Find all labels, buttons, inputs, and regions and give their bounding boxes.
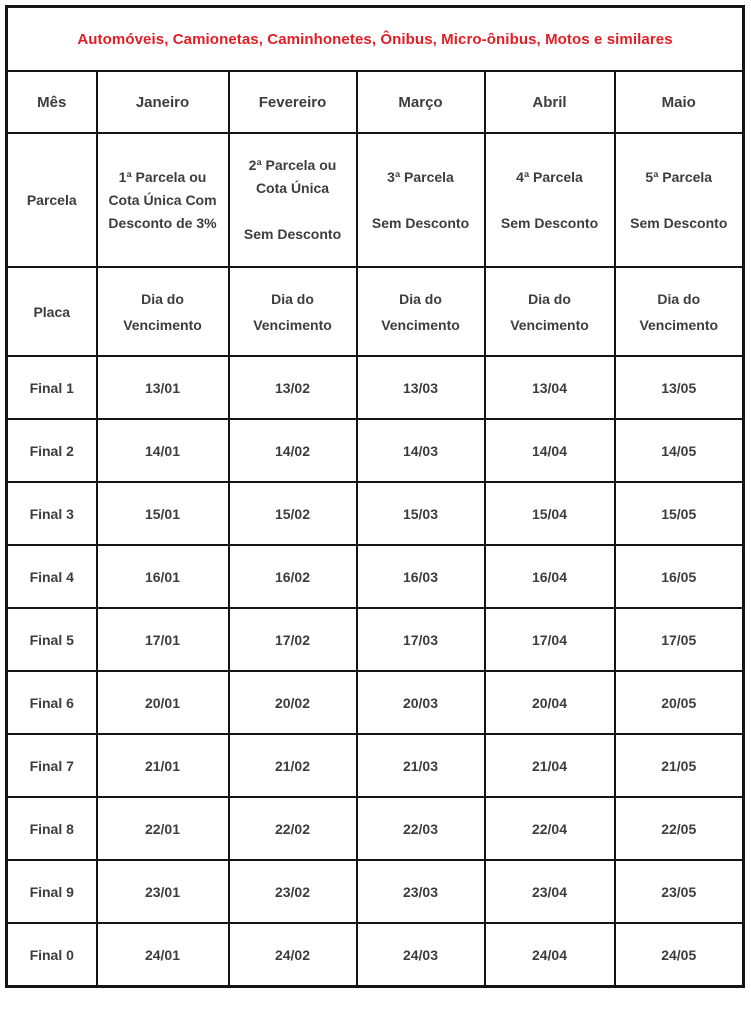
table-title-row xyxy=(7,7,744,72)
due-day-label-line: Dia do xyxy=(657,290,701,307)
due-date-cell: 13/02 xyxy=(229,356,357,419)
parcela-line: Cota Única Com xyxy=(108,191,217,208)
placa-cell-5 xyxy=(615,267,744,356)
due-date-cell: 24/05 xyxy=(615,923,744,987)
due-date-cell: 20/03 xyxy=(357,671,485,734)
placa-cell-2 xyxy=(229,267,357,356)
due-date-cell: 14/02 xyxy=(229,419,357,482)
parcela-cell-2 xyxy=(229,133,357,267)
table-row-final-6 xyxy=(7,671,744,734)
placa-cell-4 xyxy=(485,267,615,356)
table-row-final-3 xyxy=(7,482,744,545)
due-day-label-line: Dia do xyxy=(271,290,314,307)
due-date-cell: 14/01 xyxy=(97,419,229,482)
month-cell-fevereiro: Fevereiro xyxy=(229,71,357,133)
table-row-final-7 xyxy=(7,734,744,797)
due-date-cell: 15/01 xyxy=(97,482,229,545)
due-date-cell: 21/04 xyxy=(485,734,615,797)
table-row-final-2 xyxy=(7,419,744,482)
due-date-cell: 21/03 xyxy=(357,734,485,797)
parcela-cell-4 xyxy=(485,133,615,267)
table-row-final-4 xyxy=(7,545,744,608)
parcela-line: Desconto de 3% xyxy=(108,214,217,231)
row-label: Final 2 xyxy=(7,419,97,482)
due-date-cell: 16/02 xyxy=(229,545,357,608)
parcela-line: Sem Desconto xyxy=(243,226,342,242)
parcela-line: 4ª Parcela xyxy=(516,168,583,185)
month-cell-janeiro: Janeiro xyxy=(97,71,229,133)
month-row-label: Mês xyxy=(7,71,97,133)
due-date-cell: 16/01 xyxy=(97,545,229,608)
due-date-cell: 22/01 xyxy=(97,797,229,860)
due-date-cell: 21/05 xyxy=(615,734,744,797)
parcela-line: 3ª Parcela xyxy=(387,168,454,185)
due-date-cell: 13/05 xyxy=(615,356,744,419)
due-date-cell: 17/02 xyxy=(229,608,357,671)
due-date-cell: 15/02 xyxy=(229,482,357,545)
month-cell-abril: Abril xyxy=(485,71,615,133)
table-row-final-8 xyxy=(7,797,744,860)
parcela-line: 2ª Parcela ou xyxy=(248,157,337,173)
row-label: Final 3 xyxy=(7,482,97,545)
due-date-cell: 16/05 xyxy=(615,545,744,608)
parcela-line: Sem Desconto xyxy=(630,214,728,231)
row-label: Final 6 xyxy=(7,671,97,734)
due-date-cell: 16/04 xyxy=(485,545,615,608)
due-date-cell: 14/04 xyxy=(485,419,615,482)
table-row-final-1 xyxy=(7,356,744,419)
parcela-line-blank xyxy=(230,200,356,223)
due-date-cell: 23/02 xyxy=(229,860,357,923)
placa-row xyxy=(7,267,744,356)
parcela-cell-3 xyxy=(357,133,485,267)
table-row-final-0 xyxy=(7,923,744,987)
parcela-cell-1 xyxy=(97,133,229,267)
due-date-cell: 24/02 xyxy=(229,923,357,987)
due-date-cell: 17/01 xyxy=(97,608,229,671)
due-date-cell: 21/01 xyxy=(97,734,229,797)
due-date-cell: 14/03 xyxy=(357,419,485,482)
table-row-final-9 xyxy=(7,860,744,923)
placa-row-label: Placa xyxy=(7,267,97,356)
due-date-cell: 22/05 xyxy=(615,797,744,860)
ipva-payment-calendar-table xyxy=(5,5,745,988)
due-date-cell: 23/01 xyxy=(97,860,229,923)
due-date-cell: 17/05 xyxy=(615,608,744,671)
parcela-line: Sem Desconto xyxy=(500,214,599,231)
parcela-line: 5ª Parcela xyxy=(645,168,713,185)
parcela-cell-5 xyxy=(615,133,744,267)
due-date-cell: 13/03 xyxy=(357,356,485,419)
row-label: Final 1 xyxy=(7,356,97,419)
due-day-label-line: Vencimento xyxy=(381,316,460,333)
due-date-cell: 20/01 xyxy=(97,671,229,734)
row-label: Final 5 xyxy=(7,608,97,671)
parcela-line-blank xyxy=(358,189,484,212)
due-date-cell: 22/04 xyxy=(485,797,615,860)
row-label: Final 9 xyxy=(7,860,97,923)
row-label: Final 4 xyxy=(7,545,97,608)
due-date-cell: 22/02 xyxy=(229,797,357,860)
parcela-line-blank xyxy=(486,189,614,212)
parcela-line: Sem Desconto xyxy=(371,214,470,231)
due-day-label-line: Vencimento xyxy=(639,316,719,333)
due-date-cell: 24/03 xyxy=(357,923,485,987)
due-day-label-line: Vencimento xyxy=(253,316,332,333)
row-label: Final 0 xyxy=(7,923,97,987)
due-date-cell: 20/02 xyxy=(229,671,357,734)
month-cell-marco: Março xyxy=(357,71,485,133)
due-date-cell: 24/04 xyxy=(485,923,615,987)
due-date-cell: 21/02 xyxy=(229,734,357,797)
due-date-cell: 23/04 xyxy=(485,860,615,923)
due-date-cell: 22/03 xyxy=(357,797,485,860)
month-header-row xyxy=(7,71,744,133)
due-day-label-line: Dia do xyxy=(528,290,571,307)
placa-cell-3 xyxy=(357,267,485,356)
due-date-cell: 23/03 xyxy=(357,860,485,923)
due-date-cell: 13/01 xyxy=(97,356,229,419)
row-label: Final 7 xyxy=(7,734,97,797)
due-day-label-line: Dia do xyxy=(399,290,442,307)
row-label: Final 8 xyxy=(7,797,97,860)
month-cell-maio: Maio xyxy=(615,71,744,133)
due-date-cell: 15/05 xyxy=(615,482,744,545)
due-date-cell: 15/04 xyxy=(485,482,615,545)
due-day-label-line: Vencimento xyxy=(123,316,202,333)
table-row-final-5 xyxy=(7,608,744,671)
parcela-row xyxy=(7,133,744,267)
due-date-cell: 20/04 xyxy=(485,671,615,734)
due-date-cell: 17/04 xyxy=(485,608,615,671)
due-date-cell: 17/03 xyxy=(357,608,485,671)
due-day-label-line: Vencimento xyxy=(510,316,589,333)
due-date-cell: 20/05 xyxy=(615,671,744,734)
due-date-cell: 24/01 xyxy=(97,923,229,987)
due-date-cell: 15/03 xyxy=(357,482,485,545)
parcela-line: Cota Única xyxy=(255,180,330,196)
placa-cell-1 xyxy=(97,267,229,356)
due-date-cell: 13/04 xyxy=(485,356,615,419)
parcela-line-blank xyxy=(616,189,743,212)
table-title: Automóveis, Camionetas, Caminhonetes, Ônibus, Micro-ônibus, Motos e similares xyxy=(7,7,744,72)
parcela-row-label: Parcela xyxy=(7,133,97,267)
due-day-label-line: Dia do xyxy=(141,290,184,307)
due-date-cell: 16/03 xyxy=(357,545,485,608)
parcela-line: 1ª Parcela ou xyxy=(118,168,207,185)
due-date-cell: 14/05 xyxy=(615,419,744,482)
due-date-cell: 23/05 xyxy=(615,860,744,923)
